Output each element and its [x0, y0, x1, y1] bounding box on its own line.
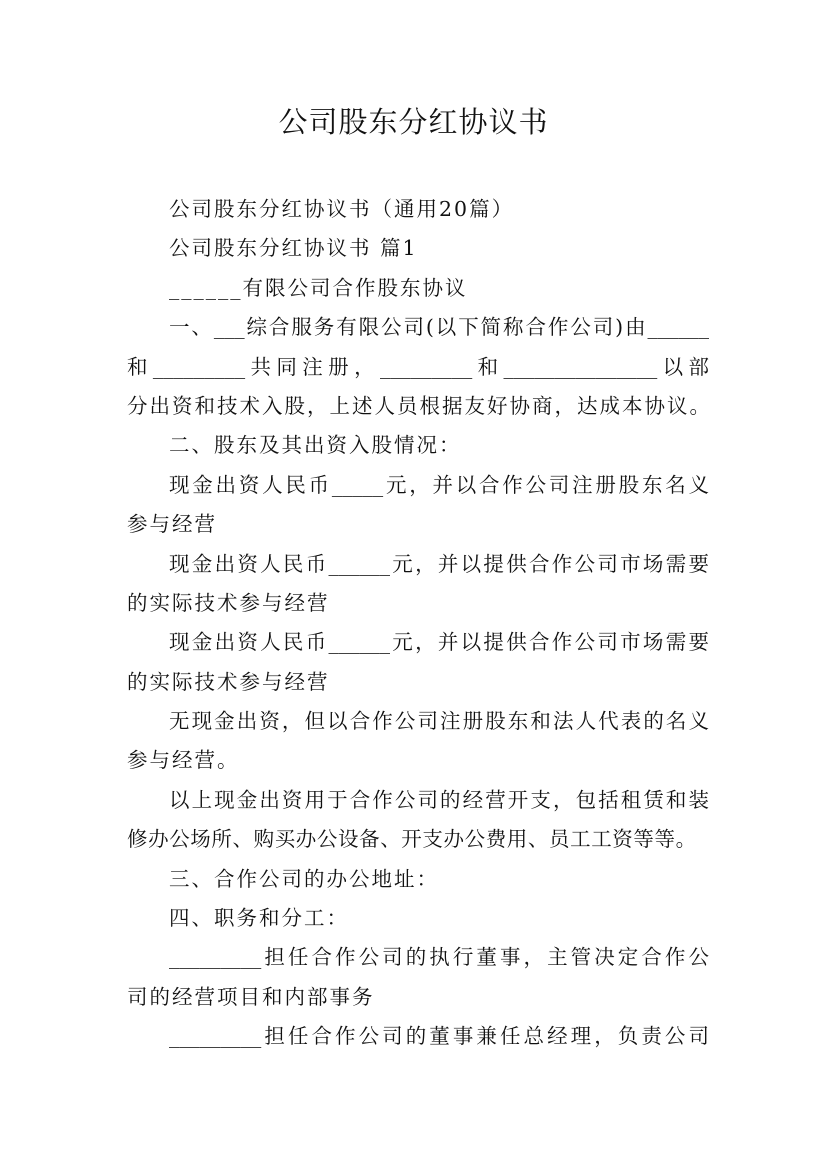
- paragraph-line: 的实际技术参与经营: [127, 590, 330, 615]
- paragraph-line: 公司股东分红协议书 篇1: [169, 236, 418, 261]
- document-title: 公司股东分红协议书: [278, 105, 549, 139]
- paragraph-line: 四、职务和分工：: [169, 906, 349, 931]
- paragraph-line: 修办公场所、购买办公设备、开支办公费用、员工工资等等。: [127, 827, 697, 852]
- paragraph-line: _________担任合作公司的董事兼任总经理，负责公司: [169, 1024, 709, 1049]
- paragraph-line: 二、股东及其出资入股情况：: [169, 433, 462, 458]
- paragraph-line: 现金出资人民币______元，并以提供合作公司市场需要: [169, 551, 709, 576]
- paragraph-line: 一、___综合服务有限公司(以下简称合作公司)由______: [169, 315, 709, 340]
- paragraph-line: 的实际技术参与经营: [127, 669, 330, 694]
- paragraph-line: 司的经营项目和内部事务: [127, 984, 375, 1009]
- paragraph-line: 三、合作公司的办公地址：: [169, 866, 439, 891]
- paragraph-line: 公司股东分红协议书（通用20篇）: [169, 197, 515, 221]
- paragraph-line: ______有限公司合作股东协议: [169, 275, 468, 300]
- document-body: [127, 190, 712, 1057]
- paragraph-line: 和_________共同注册，_________和_______________以部: [127, 354, 709, 379]
- paragraph-line: 现金出资人民币______元，并以提供合作公司市场需要: [169, 630, 709, 655]
- paragraph-line: 以上现金出资用于合作公司的经营开支，包括租赁和装: [169, 787, 709, 812]
- paragraph-line: 无现金出资，但以合作公司注册股东和法人代表的名义: [169, 709, 709, 734]
- paragraph-line: _________担任合作公司的执行董事，主管决定合作公: [169, 945, 709, 970]
- paragraph-line: 参与经营: [127, 512, 217, 537]
- paragraph-line: 分出资和技术入股，上述人员根据友好协商，达成本协议。: [127, 393, 712, 418]
- paragraph-line: 参与经营。: [127, 748, 240, 773]
- paragraph-line: 现金出资人民币_____元，并以合作公司注册股东名义: [169, 472, 709, 497]
